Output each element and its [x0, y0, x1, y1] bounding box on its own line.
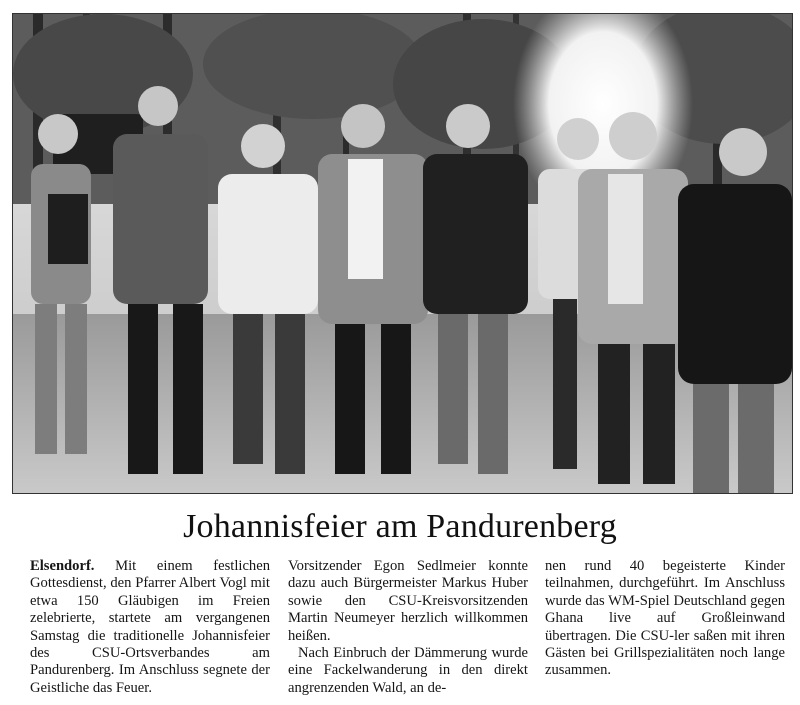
- article-paragraph-3-continued: nen rund 40 begeisterte Kinder teilnahmen, durchgeführt. Im Anschluss wurde das WM-Spiel Deutschland gegen Ghana live auf Großleinwand übertragen. Die CSU-ler saßen mit ihren Gästen bei Grillspezialitäten noch lange zusammen.: [545, 558, 785, 679]
- article-column-2: [288, 558, 528, 697]
- group-photo: [12, 13, 793, 494]
- article-column-3: [545, 558, 785, 680]
- article-column-1: [30, 558, 270, 697]
- article-paragraph-3: Nach Einbruch der Dämmerung wurde eine Fackelwanderung in den direkt angrenzenden Wald, an de-: [288, 645, 528, 696]
- column-1-text: Mit einem festlichen Gottesdienst, den Pfarrer Albert Vogl mit etwa 150 Gläubigen im Freien zelebrierte, startete am vergangenen Samstag die traditionelle Johannisfeier des CSU-Ortsverbandes am Pandurenberg. Im Anschluss segnete der Geistliche das Feuer.: [30, 558, 270, 696]
- dateline: Elsendorf.: [30, 558, 95, 574]
- article-headline: Johannisfeier am Pandurenberg: [183, 508, 617, 545]
- group-photo-illustration: [13, 14, 792, 493]
- article-paragraph-2: Vorsitzender Egon Sedlmeier konnte dazu auch Bürgermeister Markus Huber sowie den CSU-Kreisvorsitzenden Martin Neumeyer herzlich willkommen heißen.: [288, 558, 528, 644]
- article-body: [30, 558, 792, 703]
- article-paragraph-1: [30, 558, 270, 697]
